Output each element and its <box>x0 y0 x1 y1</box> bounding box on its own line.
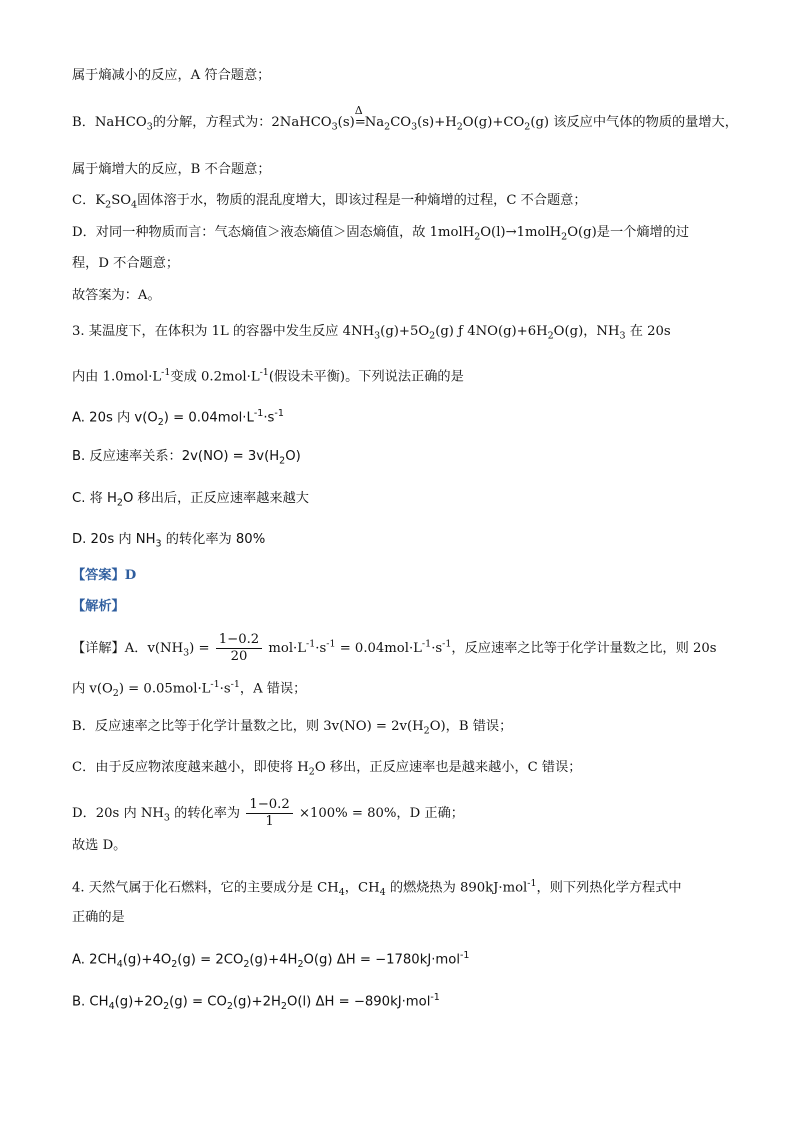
text-line: 故选 D。 <box>72 838 127 853</box>
detail-a-cont: 内 $v(O_2) = 0.05mol\cdot L^{-1}\cdot s^{-1}$，A 错误； <box>72 679 307 700</box>
question-4-stem: 正确的是 <box>72 910 125 925</box>
text-line: D．对同一种物质而言：气态熵值＞液态熵值＞固态熵值，故 1molH$_2$O(l)→1molH$_2$O(g)是一个熵增的过 <box>72 225 690 243</box>
option-b: B. 反应速率关系：$2v(NO) = 3v(H_2O)$ <box>72 449 301 467</box>
detail-b: B．反应速率之比等于化学计量数之比，则 $3v(NO) = 2v(H_2O)$，B 错误； <box>72 719 513 737</box>
question-3-stem: 内由 $1.0mol\cdot L^{-1}$变成 $0.2mol\cdot L^{-1}$(假设未平衡)。下列说法正确的是 <box>72 367 464 385</box>
text-line: 故答案为：A。 <box>72 288 161 303</box>
option-d: D. 20s 内 $NH_3$ 的转化率为 80% <box>72 532 266 550</box>
fraction: $\frac{1-0.2}{1}$ <box>246 797 292 830</box>
text-line: 属于熵减小的反应，A 符合题意； <box>72 68 271 83</box>
text-line: C．$K_2SO_4$固体溶于水，物质的混乱度增大，即该过程是一种熵增的过程，C 不合题意； <box>72 193 587 211</box>
detail-a: 【详解】A．$v(NH_3)$ = $\frac{1-0.2}{20}$ $mol\cdot L^{-1}\cdot s^{-1} = 0.04mol\cdot L^{-1}\cdot s^{-1}$，反应速率之比等于化学计量数之比，则 20s <box>72 632 717 664</box>
fraction: $\frac{1-0.2}{20}$ <box>216 632 262 665</box>
question-3-stem: 3. 某温度下，在体积为 1L 的容器中发生反应 $4NH_3(g)+5O_2(g)$ ƒ $4NO(g)+6H_2O(g)$，$NH_3$ 在 20s <box>72 324 671 342</box>
text-line: B．NaHCO$_3$的分解，方程式为：2NaHCO$_3$(s) Δ $=Na_2CO_3(s)+H_2O(g)+CO_2(g)$ 该反应中气体的物质的量增大， <box>72 104 738 133</box>
answer-line: 【答案】D <box>72 568 137 583</box>
option-4a: A. $2CH_4(g)+4O_2(g) = 2CO_2(g)+4H_2O(g) \Delta H = -1780kJ\cdot mol^{-1}$ <box>72 950 470 971</box>
text-line: 属于熵增大的反应，B 不合题意； <box>72 162 271 177</box>
text-line: 程，D 不合题意； <box>72 256 180 271</box>
detail-c: C．由于反应物浓度越来越小，即使将 $H_2O$ 移出，正反应速率也是越来越小，C 错误； <box>72 760 582 778</box>
analysis-heading: 【解析】 <box>72 599 125 614</box>
option-a: A. 20s 内 $v(O_2) = 0.04mol\cdot L^{-1}\cdot s^{-1}$ <box>72 408 284 429</box>
question-4-stem: 4. 天然气属于化石燃料，它的主要成分是 $CH_4$，$CH_4$ 的燃烧热为 890kJ·mol$^{-1}$，则下列热化学方程式中 <box>72 878 682 899</box>
option-4b: B. $CH_4(g)+2O_2(g) = CO_2(g)+2H_2O(l) \Delta H = -890kJ\cdot mol^{-1}$ <box>72 992 440 1013</box>
detail-d: D．20s 内 $NH_3$ 的转化率为 $\frac{1-0.2}{1}$ ×100% = 80%，D 正确； <box>72 797 464 829</box>
option-c: C. 将 $H_2O$ 移出后，正反应速率越来越大 <box>72 491 309 509</box>
